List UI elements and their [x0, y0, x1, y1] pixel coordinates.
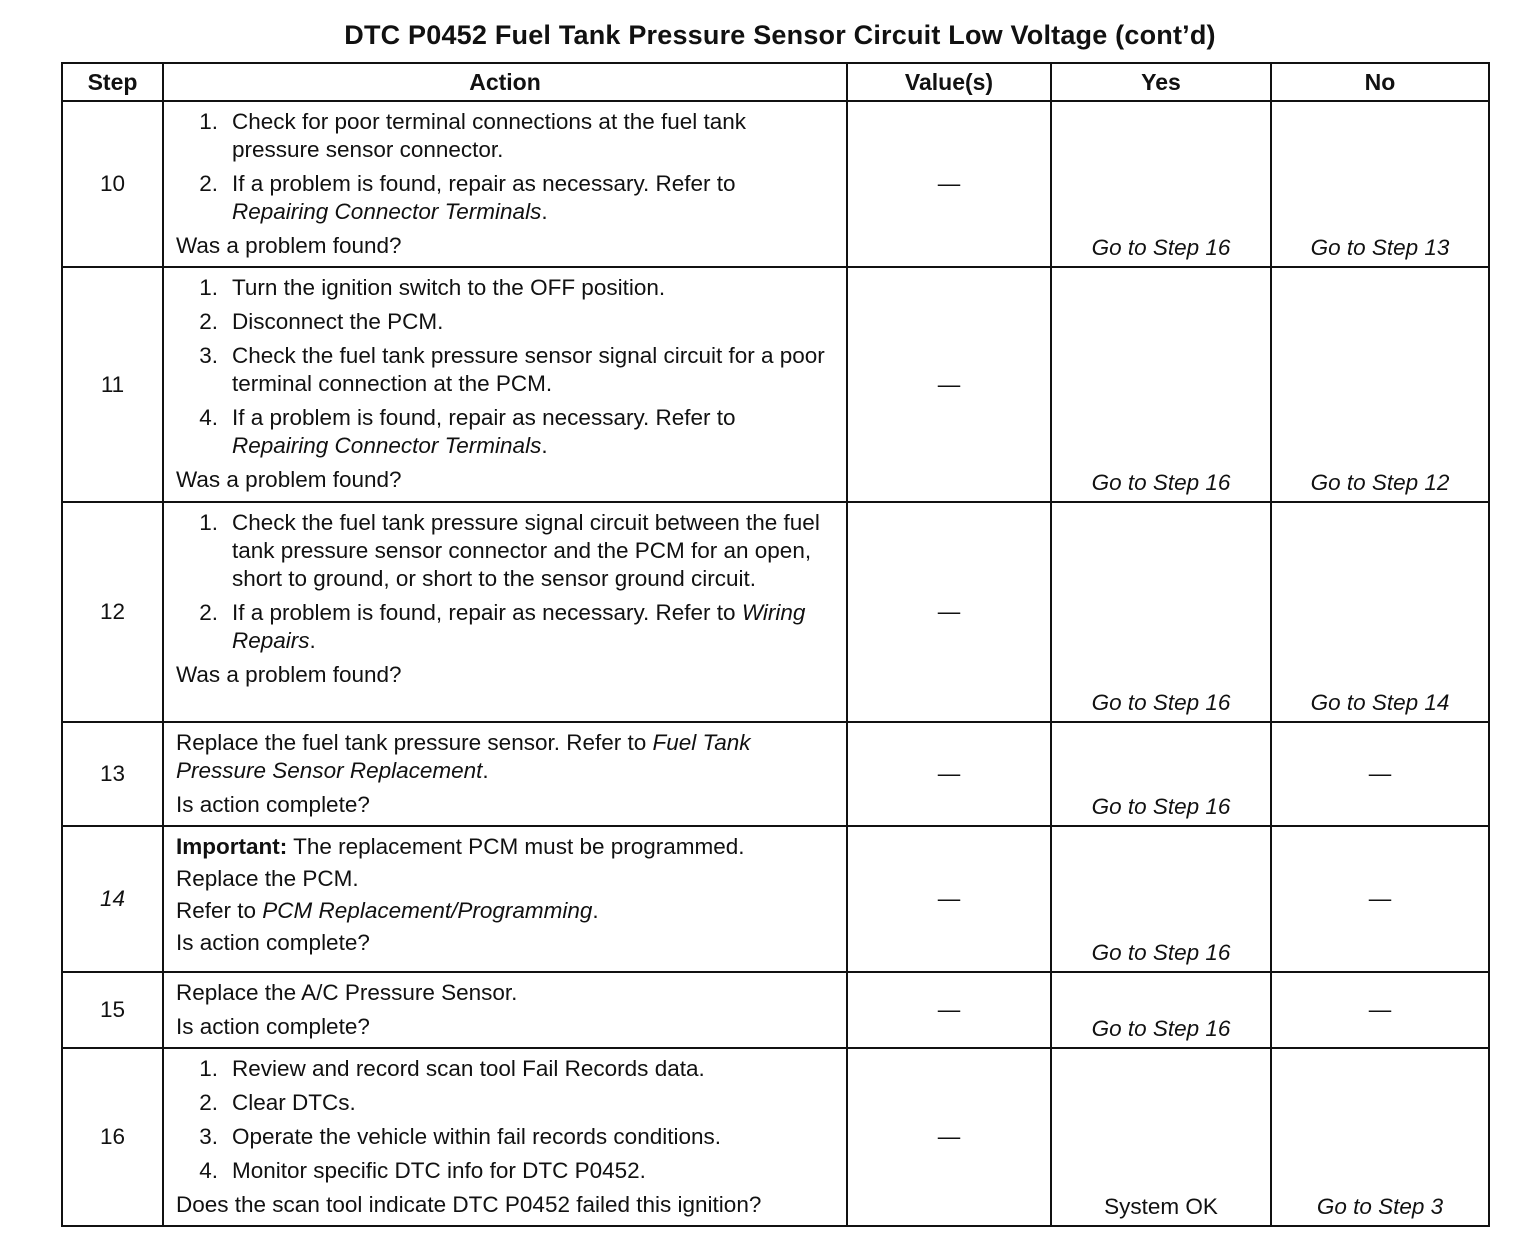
page-title: DTC P0452 Fuel Tank Pressure Sensor Circuit Low Voltage (cont’d)	[344, 20, 1216, 50]
no-cell: —	[1271, 972, 1489, 1048]
step-number: 10	[62, 101, 163, 267]
step-number: 13	[62, 722, 163, 826]
value-cell: —	[847, 826, 1051, 972]
no-cell: Go to Step 3	[1271, 1048, 1489, 1226]
yes-cell: Go to Step 16	[1051, 101, 1271, 267]
step-number: 12	[62, 502, 163, 722]
action-text: Replace the A/C Pressure Sensor.	[176, 980, 518, 1005]
item-number: 3.	[199, 343, 218, 368]
item-text: Check the fuel tank pressure sensor signal circuit for a poor terminal connection at the PCM.	[232, 343, 825, 396]
header-no: No	[1271, 63, 1489, 101]
list-item	[176, 509, 836, 593]
item-text: Review and record scan tool Fail Records data.	[232, 1056, 705, 1081]
item-number: 2.	[199, 171, 218, 196]
yes-cell: System OK	[1051, 1048, 1271, 1226]
list-item	[176, 1123, 836, 1151]
list-item	[176, 170, 836, 226]
item-text: Clear DTCs.	[232, 1090, 356, 1115]
question-text: Does the scan tool indicate DTC P0452 failed this ignition?	[176, 1192, 762, 1217]
item-text: Turn the ignition switch to the OFF position.	[232, 275, 666, 300]
value-cell: —	[847, 722, 1051, 826]
item-text: If a problem is found, repair as necessary. Refer to Repairing Connector Terminals.	[232, 171, 736, 224]
step-number: 14	[62, 826, 163, 972]
yes-cell: Go to Step 16	[1051, 502, 1271, 722]
question-text: Was a problem found?	[176, 233, 402, 258]
no-cell: Go to Step 14	[1271, 502, 1489, 722]
no-cell: Go to Step 12	[1271, 267, 1489, 502]
question-text: Was a problem found?	[176, 662, 402, 687]
list-item	[176, 1089, 836, 1117]
question-text: Was a problem found?	[176, 467, 402, 492]
item-text: Operate the vehicle within fail records conditions.	[232, 1124, 722, 1149]
item-number: 3.	[199, 1124, 218, 1149]
step-number: 15	[62, 972, 163, 1048]
item-number: 1.	[199, 1056, 218, 1081]
table-row-step-13	[62, 722, 1489, 826]
no-cell: Go to Step 13	[1271, 101, 1489, 267]
action-cell	[163, 722, 847, 826]
action-cell	[163, 502, 847, 722]
item-number: 4.	[199, 1158, 218, 1183]
list-item	[176, 404, 836, 460]
table-row-step-16	[62, 1048, 1489, 1226]
list-item	[176, 1157, 836, 1185]
table-row-step-11	[62, 267, 1489, 502]
table-row-step-10	[62, 101, 1489, 267]
yes-cell: Go to Step 16	[1051, 826, 1271, 972]
table-row-step-12	[62, 502, 1489, 722]
reference-link[interactable]: Repairing Connector Terminals	[232, 199, 542, 224]
item-number: 2.	[199, 1090, 218, 1115]
action-text: Replace the fuel tank pressure sensor. Refer to Fuel Tank Pressure Sensor Replacement.	[176, 730, 751, 783]
list-item	[176, 108, 836, 164]
item-number: 1.	[199, 109, 218, 134]
reference-link[interactable]: PCM Replacement/Programming	[262, 898, 593, 923]
value-cell: —	[847, 972, 1051, 1048]
yes-cell: Go to Step 16	[1051, 972, 1271, 1048]
no-cell: —	[1271, 722, 1489, 826]
value-cell: —	[847, 101, 1051, 267]
important-note: Important: The replacement PCM must be programmed.	[176, 834, 745, 859]
table-row-step-15	[62, 972, 1489, 1048]
header-yes: Yes	[1051, 63, 1271, 101]
action-text: Refer to PCM Replacement/Programming.	[176, 898, 599, 923]
item-number: 1.	[199, 275, 218, 300]
list-item	[176, 342, 836, 398]
step-number: 11	[62, 267, 163, 502]
item-text: Check for poor terminal connections at the fuel tank pressure sensor connector.	[232, 109, 747, 162]
item-number: 2.	[199, 600, 218, 625]
question-text: Is action complete?	[176, 1014, 370, 1039]
item-text: If a problem is found, repair as necessary. Refer to Wiring Repairs.	[232, 600, 806, 653]
item-number: 2.	[199, 309, 218, 334]
value-cell: —	[847, 267, 1051, 502]
action-text: Replace the PCM.	[176, 866, 359, 891]
value-cell: —	[847, 502, 1051, 722]
list-item	[176, 1055, 836, 1083]
diagnostic-table	[61, 62, 1490, 1227]
reference-link[interactable]: Wiring Repairs	[232, 600, 806, 653]
step-number: 16	[62, 1048, 163, 1226]
reference-link[interactable]: Fuel Tank Pressure Sensor Replacement	[176, 730, 751, 783]
item-text: Check the fuel tank pressure signal circuit between the fuel tank pressure sensor connector and the PCM for an open, short to ground, or short to the sensor ground circuit.	[232, 510, 820, 591]
item-text: Monitor specific DTC info for DTC P0452.	[232, 1158, 646, 1183]
action-cell	[163, 101, 847, 267]
action-cell	[163, 1048, 847, 1226]
list-item	[176, 274, 836, 302]
header-action: Action	[163, 63, 847, 101]
table-header-row	[62, 63, 1489, 101]
item-text: Disconnect the PCM.	[232, 309, 444, 334]
item-text: If a problem is found, repair as necessary. Refer to Repairing Connector Terminals.	[232, 405, 736, 458]
item-number: 1.	[199, 510, 218, 535]
value-cell: —	[847, 1048, 1051, 1226]
reference-link[interactable]: Repairing Connector Terminals	[232, 433, 542, 458]
action-cell	[163, 972, 847, 1048]
item-number: 4.	[199, 405, 218, 430]
question-text: Is action complete?	[176, 930, 370, 955]
action-cell	[163, 267, 847, 502]
header-values: Value(s)	[847, 63, 1051, 101]
question-text: Is action complete?	[176, 792, 370, 817]
yes-cell: Go to Step 16	[1051, 267, 1271, 502]
yes-cell: Go to Step 16	[1051, 722, 1271, 826]
no-cell: —	[1271, 826, 1489, 972]
header-step: Step	[62, 63, 163, 101]
list-item	[176, 599, 836, 655]
list-item	[176, 308, 836, 336]
action-cell	[163, 826, 847, 972]
table-row-step-14	[62, 826, 1489, 972]
